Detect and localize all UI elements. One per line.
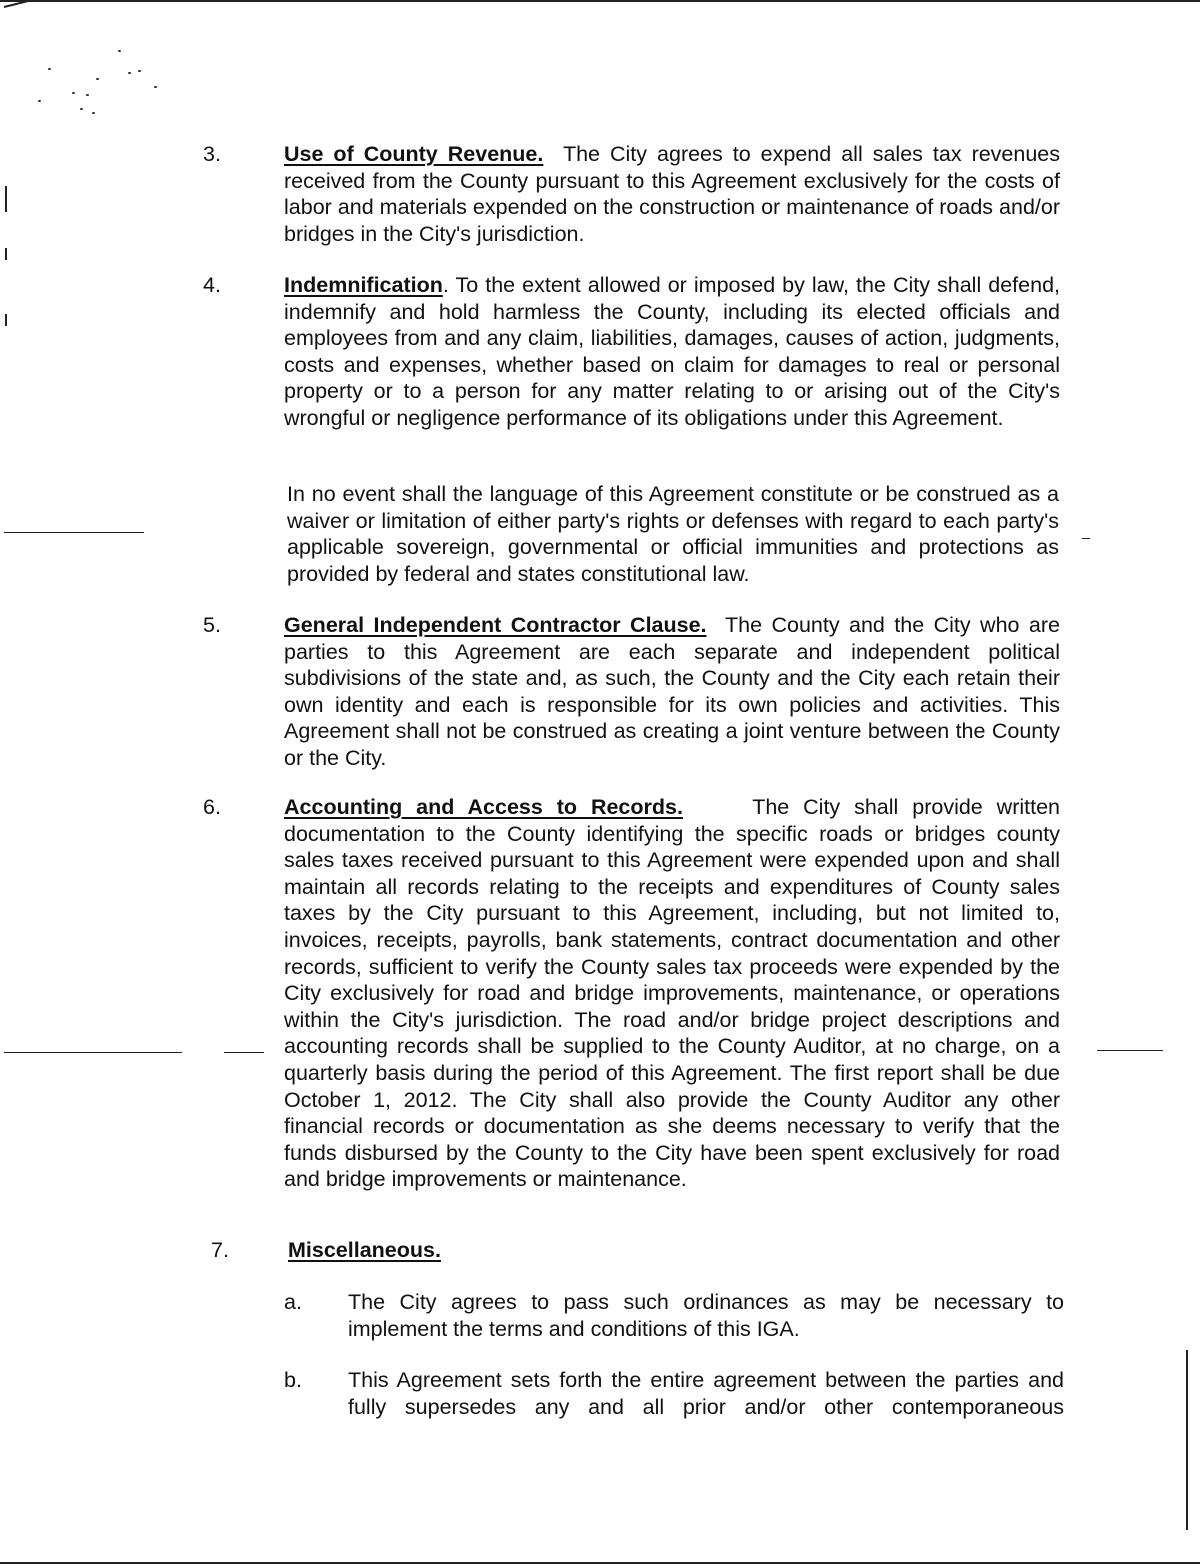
clause-7-item-b <box>282 1367 1064 1420</box>
clause-text: The County and the City who are parties to this Agreement are each separate and independent political subdivisions of the state and, as such, the County and the City each retain their own identity and each is responsible for its own policies and activities. This Agreement shall not be construed as creating a joint venture between the County or the City. <box>284 613 1060 770</box>
scan-speck <box>128 72 131 74</box>
clause-body <box>284 612 1060 772</box>
scan-left-mark <box>5 248 7 260</box>
clause-7 <box>208 1237 1068 1264</box>
scan-speck <box>92 112 95 114</box>
clause-number: 5. <box>203 613 221 637</box>
clause-body <box>284 141 1060 247</box>
scan-speck <box>138 70 141 72</box>
clause-heading: Accounting and Access to Records. <box>284 795 683 819</box>
scan-speck <box>118 50 121 52</box>
clause-text: The City agrees to expend all sales tax revenues received from the County pursuant to this Agreement exclusively for the costs of labor and materials expended on the construction or maintenance of roads and/or bridges in the City's jurisdiction. <box>284 142 1061 246</box>
scan-speck <box>154 86 157 88</box>
scan-bottom-border <box>0 1562 1200 1564</box>
clause-body <box>284 272 1060 432</box>
scan-speck <box>48 68 51 70</box>
clause-body <box>288 1237 1068 1264</box>
item-letter: a. <box>284 1290 302 1314</box>
scan-left-mark <box>5 186 7 212</box>
clause-heading: General Independent Contractor Clause. <box>284 613 707 637</box>
clause-text: The City shall provide written documentation to the County identifying the specific roads or bridges county sales taxes received pursuant to this Agreement were expended upon and shall maintain all records relating to the receipts and expenditures of County sales taxes by the City pursuant to this Agreement, including, but not limited to, invoices, receipts, payrolls, bank statements, contract documentation and other records, sufficient to verify the County sales tax proceeds were expended by the City exclusively for road and bridge improvements, maintenance, or operations within the City's jurisdiction. The road and/or bridge project descriptions and accounting records shall be supplied to the County Auditor, at no charge, on a quarterly basis during the period of this Agreement. The first report shall be due October 1, 2012. The City shall also provide the County Auditor any other financial records or documentation as she deems necessary to verify that the funds disbursed by the County to the City have been spent exclusively for road and bridge improvements or maintenance. <box>284 795 1061 1192</box>
scan-dash-line <box>4 1052 182 1053</box>
clause-body <box>284 794 1060 1193</box>
scan-speck <box>96 78 99 80</box>
scan-dash-line <box>1082 538 1090 539</box>
clause-4 <box>200 272 1060 432</box>
clause-heading: Use of County Revenue. <box>284 142 544 166</box>
clause-5 <box>200 612 1060 772</box>
clause-heading: Indemnification <box>284 273 443 297</box>
clause-number: 3. <box>203 142 221 166</box>
scan-left-mark <box>5 314 7 326</box>
scan-speck <box>72 92 75 94</box>
clause-4-paragraph: In no event shall the language of this Agreement constitute or be construed as a waiver or limitation of either party's rights or defenses with regard to each party's applicable sovereign, governmental or official immunities and protections as provided by federal and states constitutional law. <box>287 482 1059 586</box>
scan-dash-line <box>4 532 144 533</box>
clause-7-item-a <box>282 1289 1064 1342</box>
scan-speck <box>38 100 41 102</box>
scan-top-border <box>0 0 1200 2</box>
item-letter: b. <box>284 1368 302 1392</box>
clause-heading: Miscellaneous. <box>288 1238 441 1262</box>
scan-speck <box>80 108 83 110</box>
item-text: This Agreement sets forth the entire agreement between the parties and fully supersedes any and all prior and/or other contemporaneous <box>348 1368 1064 1419</box>
clause-6 <box>200 794 1060 1193</box>
scan-speck <box>86 94 89 96</box>
clause-3 <box>200 141 1060 247</box>
clause-number: 6. <box>203 795 221 819</box>
clause-number: 4. <box>203 273 221 297</box>
clause-number: 7. <box>211 1238 229 1262</box>
item-text: The City agrees to pass such ordinances as may be necessary to implement the terms and conditions of this IGA. <box>348 1290 1064 1341</box>
scan-dash-line <box>1097 1050 1163 1051</box>
clause-text: . To the extent allowed or imposed by law, the City shall defend, indemnify and hold harmless the County, including its elected officials and employees from and any claim, liabilities, damages, causes of action, judgments, costs and expenses, whether based on claim for damages to real or personal property or to a person for any matter relating to or arising out of the City's wrongful or negligence performance of its obligations under this Agreement. <box>284 273 1060 430</box>
scan-right-mark <box>1186 1350 1188 1530</box>
